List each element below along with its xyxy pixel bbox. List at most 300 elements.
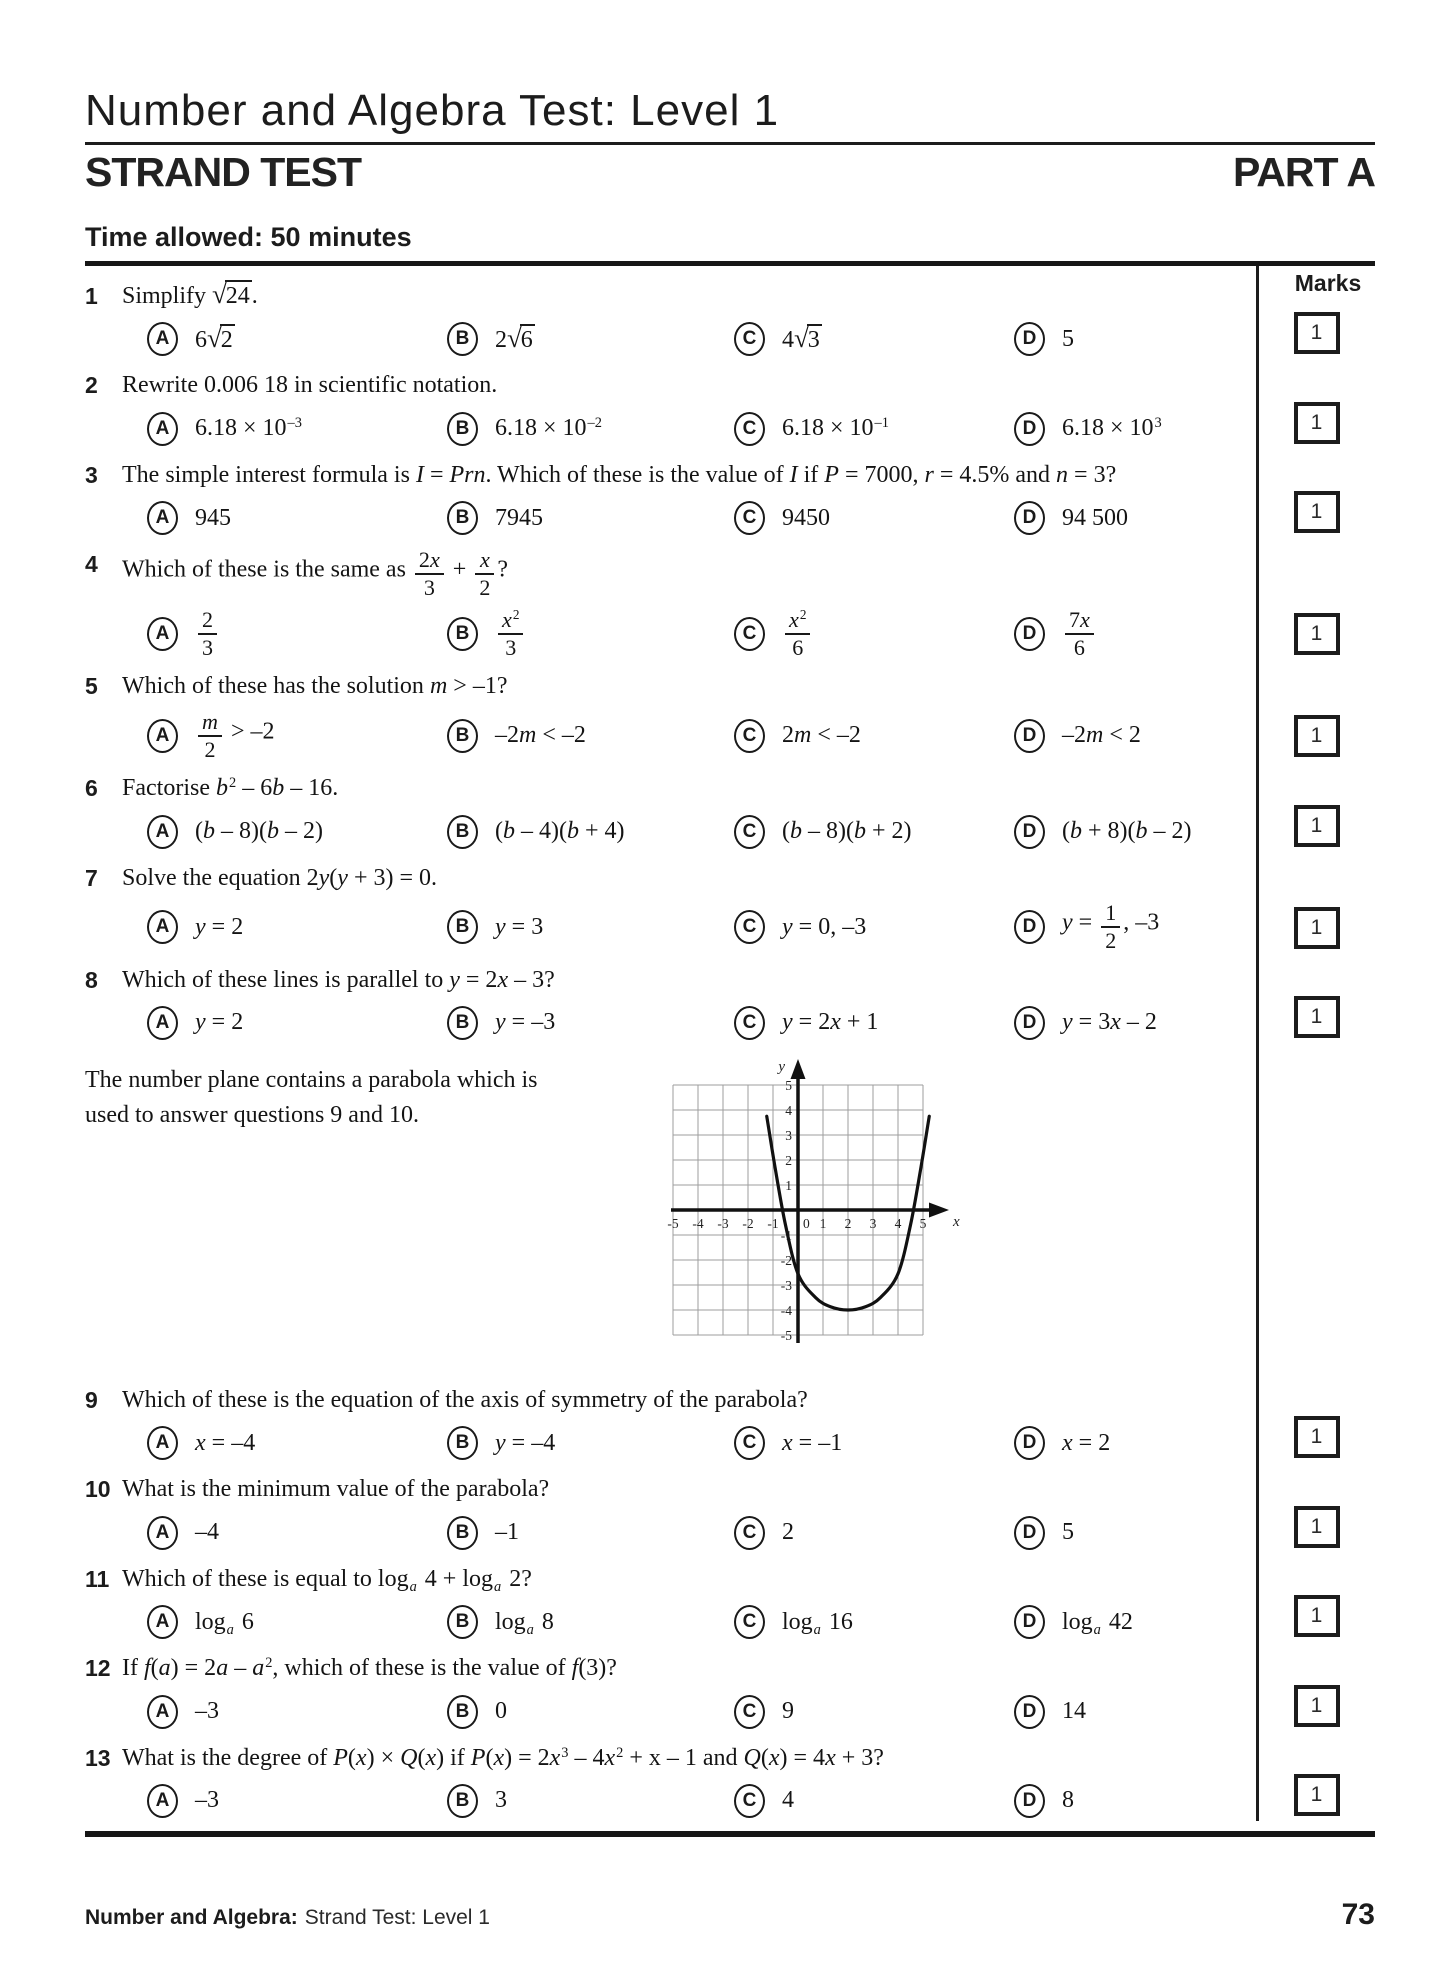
option-letter: D [1014, 1695, 1045, 1729]
marks-box [1294, 402, 1340, 444]
marks-box [1294, 1595, 1340, 1637]
math-text: ) = 2 [170, 1655, 217, 1682]
question-text-row [85, 459, 1258, 491]
question-text-row [85, 1563, 1258, 1595]
math-text: Factorise [122, 775, 216, 802]
option-letter: C [734, 910, 765, 944]
x-tick-label: 0 [803, 1215, 810, 1231]
math-text: – 3? [508, 966, 555, 993]
math-text: – 8)( [215, 818, 267, 845]
option-d [1014, 1423, 1258, 1463]
math-var: I [415, 461, 424, 488]
y-tick-label: 5 [785, 1077, 792, 1093]
option-b [447, 1781, 734, 1821]
option-b [447, 1692, 734, 1732]
math-var: y [449, 966, 460, 993]
option-value [195, 505, 231, 532]
math-var: y [495, 1009, 506, 1036]
marks-value: 1 [1310, 724, 1323, 748]
math-text: – 4 [568, 1744, 605, 1771]
option-value [1062, 818, 1192, 845]
marks-box [1294, 715, 1340, 757]
options-row [85, 1423, 1258, 1463]
question-text [122, 369, 1258, 401]
math-text: if [797, 461, 825, 488]
option-letter: D [1014, 1605, 1045, 1639]
question-9 [85, 1384, 1375, 1463]
math-var: x [789, 606, 799, 632]
x-tick-label: 1 [819, 1215, 827, 1231]
option-d [1014, 498, 1258, 538]
option-c [734, 1003, 1014, 1043]
option-a [147, 608, 447, 661]
option-letter: D [1014, 815, 1045, 849]
option-a [147, 1692, 447, 1732]
option-letter: A [147, 1695, 178, 1729]
part-a-heading: PART A [1232, 149, 1375, 195]
radicand: 3 [807, 324, 822, 355]
question-main [85, 772, 1258, 851]
option-value [1062, 1787, 1074, 1814]
option-b [447, 1602, 734, 1642]
math-text: 6 [195, 326, 207, 353]
math-var: x [355, 1744, 367, 1771]
question-11 [85, 1563, 1375, 1642]
option-letter: A [147, 412, 178, 446]
math-text: 3 [505, 635, 517, 661]
math-text: – 2 [1120, 1009, 1157, 1036]
math-var: x [825, 1744, 836, 1771]
option-value [195, 818, 323, 845]
math-var: b [272, 775, 285, 802]
math-text: Which of these lines is parallel to [122, 966, 450, 993]
math-fraction [1065, 608, 1094, 661]
y-tick-label: -2 [780, 1252, 792, 1268]
option-value [495, 1787, 507, 1814]
option-value [782, 1609, 853, 1636]
option-letter: D [1014, 719, 1045, 753]
y-axis-arrow-icon [791, 1059, 806, 1079]
math-var: f [143, 1655, 151, 1682]
math-var: a [216, 1655, 229, 1682]
math-var: x [768, 1744, 780, 1771]
math-fraction [198, 608, 217, 661]
fraction-denominator [1101, 926, 1120, 953]
marks-cell [1258, 459, 1375, 538]
math-text: ) × [366, 1744, 401, 1771]
marks-value: 1 [1310, 1782, 1323, 1806]
math-text: = 3 [505, 913, 544, 940]
marks-value: 1 [1310, 500, 1323, 524]
option-d [1014, 1003, 1258, 1043]
option-b [447, 1513, 734, 1553]
math-text: > –2 [224, 718, 275, 745]
page-title: Number and Algebra Test: Level 1 [85, 86, 1375, 145]
question-main [85, 964, 1258, 1043]
math-superscript: –3 [287, 415, 302, 432]
math-fraction [785, 608, 810, 661]
marks-cell [1258, 1473, 1375, 1552]
math-text: log [495, 1608, 526, 1635]
option-b [447, 1003, 734, 1043]
math-text: 2 [495, 326, 507, 353]
option-value [1062, 326, 1074, 353]
math-var: x [782, 1429, 793, 1456]
math-var: P [470, 1744, 486, 1771]
math-var: m [429, 673, 448, 700]
option-letter: B [447, 322, 478, 356]
marks-value: 1 [1310, 1004, 1323, 1028]
option-b [447, 1423, 734, 1463]
option-c [734, 1513, 1014, 1553]
question-number: 7 [85, 864, 98, 891]
math-text: . Which of these is the value of [485, 461, 790, 488]
option-value [782, 608, 813, 661]
math-var: x [429, 547, 440, 573]
math-var: b [790, 818, 802, 845]
fraction-numerator [198, 710, 222, 735]
option-value [1062, 415, 1162, 442]
math-text: 6 [235, 1608, 254, 1635]
marks-column-divider [1256, 266, 1259, 1821]
options-row [85, 710, 1258, 763]
math-text: 16 [822, 1608, 853, 1635]
math-text: 945 [195, 504, 231, 531]
question-text-row [85, 548, 1258, 601]
y-tick-label: 3 [785, 1127, 792, 1143]
option-c [734, 608, 1014, 661]
marks-value: 1 [1310, 1604, 1323, 1628]
math-text: = –4 [505, 1429, 556, 1456]
option-letter: B [447, 617, 478, 651]
question-text [122, 1384, 1258, 1416]
math-text: + 3? [835, 1744, 884, 1771]
option-value [1062, 722, 1141, 749]
math-text: = 0, –3 [792, 913, 867, 940]
question-number: 13 [85, 1744, 111, 1771]
math-var: x [830, 1009, 841, 1036]
math-var: y [495, 1429, 506, 1456]
radicand: 6 [520, 324, 535, 355]
math-fraction [415, 548, 444, 601]
option-value [195, 608, 220, 661]
marks-cell [1258, 369, 1375, 448]
question-7 [85, 862, 1375, 954]
strand-test-heading: STRAND TEST [85, 149, 361, 195]
option-a [147, 1602, 447, 1642]
math-superscript: 2 [799, 607, 807, 623]
math-var: x [493, 1744, 505, 1771]
question-number: 6 [85, 775, 98, 802]
fraction-numerator [1101, 901, 1120, 926]
math-var: r [924, 461, 934, 488]
x-tick-label: -1 [767, 1215, 779, 1231]
math-text: 8 [535, 1608, 554, 1635]
option-value [495, 505, 543, 532]
option-letter: C [734, 1426, 765, 1460]
math-text: 2 [479, 575, 491, 601]
option-value [495, 1698, 507, 1725]
math-text: 5 [1062, 1519, 1074, 1546]
math-text: –1 [495, 1519, 519, 1546]
math-text: ( [782, 818, 790, 845]
math-text: = 2 [205, 913, 244, 940]
math-radical [207, 324, 235, 355]
math-text: 94 500 [1062, 504, 1128, 531]
option-letter: D [1014, 501, 1045, 535]
options-row [85, 1692, 1258, 1732]
math-var: y [782, 913, 793, 940]
option-value [495, 1009, 555, 1036]
options-row [85, 1003, 1258, 1043]
math-fraction [498, 608, 523, 661]
option-value [195, 324, 235, 355]
fraction-denominator [1065, 633, 1094, 660]
option-value [195, 1698, 219, 1725]
option-letter: C [734, 1006, 765, 1040]
question-text-row [85, 964, 1258, 996]
option-value [495, 1609, 554, 1636]
math-text: = –1 [792, 1429, 843, 1456]
option-letter: B [447, 815, 478, 849]
marks-value: 1 [1310, 321, 1323, 345]
question-main [85, 459, 1258, 538]
fraction-numerator [198, 608, 217, 633]
option-value [495, 1519, 519, 1546]
option-b [447, 319, 734, 359]
option-letter: B [447, 501, 478, 535]
graph-container [633, 1053, 973, 1370]
options-row [85, 498, 1258, 538]
option-a [147, 812, 447, 852]
math-text: ) = 4 [779, 1744, 826, 1771]
math-text: 3 [202, 635, 214, 661]
math-text: ( [150, 1655, 159, 1682]
math-text: + 2) [865, 818, 912, 845]
option-letter: C [734, 1516, 765, 1550]
option-letter: A [147, 1006, 178, 1040]
options-row [85, 608, 1258, 661]
math-text: – [228, 1655, 253, 1682]
question-text-row [85, 862, 1258, 894]
questions-list [85, 280, 1375, 1821]
math-text: – 6 [236, 775, 273, 802]
math-text: – 16. [284, 775, 339, 802]
option-letter: A [147, 1605, 178, 1639]
option-letter: A [147, 719, 178, 753]
math-text: –3 [195, 1787, 219, 1814]
radical-sign-icon: √ [507, 322, 522, 353]
question-text [122, 1563, 1258, 1595]
option-letter: B [447, 1006, 478, 1040]
math-text: –3 [195, 1698, 219, 1725]
marks-box [1294, 613, 1340, 655]
math-text: . [251, 283, 258, 309]
option-letter: C [734, 719, 765, 753]
options-row [85, 901, 1258, 954]
math-text: + 1 [840, 1009, 879, 1036]
question-text [122, 459, 1258, 491]
option-c [734, 1423, 1014, 1463]
question-text [122, 862, 1258, 894]
math-var: b [853, 818, 866, 845]
option-value [495, 818, 625, 845]
fraction-numerator [475, 548, 494, 573]
option-value [195, 710, 275, 763]
time-allowed-heading: Time allowed: 50 minutes [85, 222, 412, 252]
option-value [195, 1009, 243, 1036]
math-superscript: 3 [561, 1744, 569, 1761]
option-letter: C [734, 501, 765, 535]
math-text: ? [497, 556, 509, 583]
question-number: 1 [85, 283, 98, 309]
math-fraction [475, 548, 494, 601]
option-letter: C [734, 1695, 765, 1729]
math-text: – 2) [278, 818, 323, 845]
question-text-row [85, 772, 1258, 804]
math-var: b [566, 818, 579, 845]
math-var: y [337, 864, 348, 891]
math-text: 5 [1062, 325, 1074, 352]
math-subscript: a [226, 1621, 234, 1638]
option-a [147, 1423, 447, 1463]
question-number: 9 [85, 1386, 98, 1413]
option-a [147, 1513, 447, 1553]
question-main [85, 862, 1258, 954]
question-main [85, 548, 1258, 660]
marks-value: 1 [1310, 1693, 1323, 1717]
parabola-graph [633, 1053, 973, 1365]
option-b [447, 409, 734, 449]
option-letter: D [1014, 412, 1045, 446]
option-letter: B [447, 1695, 478, 1729]
y-tick-label: -1 [780, 1227, 792, 1243]
question-6 [85, 772, 1375, 851]
option-letter: A [147, 1784, 178, 1818]
option-value [782, 1430, 842, 1457]
math-var: b [1135, 818, 1148, 845]
math-text: 4 [782, 1787, 794, 1814]
question-main [85, 1473, 1258, 1552]
marks-value: 1 [1310, 915, 1323, 939]
math-var: x [549, 1744, 561, 1771]
test-body [85, 266, 1375, 1821]
options-row [85, 1513, 1258, 1553]
option-letter: C [734, 412, 765, 446]
option-value [495, 722, 586, 749]
bottom-rule [85, 1831, 1375, 1837]
option-d [1014, 901, 1258, 954]
option-value [1062, 1009, 1157, 1036]
x-tick-label: 5 [919, 1215, 927, 1231]
question-text [122, 964, 1258, 996]
figure-note: The number plane contains a parabola which is used to answer questions 9 and 10. [85, 1066, 538, 1128]
question-text [122, 772, 1258, 804]
math-var: Q [743, 1744, 761, 1771]
option-b [447, 812, 734, 852]
option-a [147, 319, 447, 359]
option-c [734, 716, 1014, 756]
math-text: = 7000, [838, 461, 925, 488]
math-text: 4 + log [418, 1565, 493, 1592]
math-text: 2 [202, 606, 214, 632]
math-text: = 2 [459, 966, 498, 993]
y-tick-label: 4 [785, 1102, 792, 1118]
fraction-denominator [785, 633, 810, 660]
math-text: ( [495, 818, 503, 845]
x-tick-label: -5 [667, 1215, 679, 1231]
math-text: If [122, 1655, 144, 1682]
option-letter: D [1014, 322, 1045, 356]
math-text: ( [195, 818, 203, 845]
options-row [85, 1602, 1258, 1642]
math-text: –4 [195, 1519, 219, 1546]
question-12 [85, 1652, 1375, 1731]
option-d [1014, 1513, 1258, 1553]
question-number: 5 [85, 673, 98, 700]
math-text: 8 [1062, 1787, 1074, 1814]
fraction-denominator [475, 573, 494, 600]
math-var: m [519, 722, 537, 749]
math-text: –2 [1062, 722, 1086, 749]
math-superscript: 2 [512, 607, 520, 623]
marks-box [1294, 996, 1340, 1038]
math-text: –2 [495, 722, 519, 749]
marks-value: 1 [1310, 1514, 1323, 1538]
option-d [1014, 716, 1258, 756]
option-letter: B [447, 910, 478, 944]
option-value [1062, 1609, 1133, 1636]
math-subscript: a [409, 1578, 417, 1595]
question-5 [85, 670, 1375, 762]
marks-value: 1 [1310, 410, 1323, 434]
question-text-row [85, 1742, 1258, 1774]
math-text: + [446, 556, 473, 583]
math-subscript: a [813, 1621, 821, 1638]
math-var: m [1086, 722, 1104, 749]
math-radical [794, 324, 822, 355]
option-value [782, 818, 912, 845]
option-c [734, 1602, 1014, 1642]
x-tick-label: -3 [717, 1215, 729, 1231]
page-number: 73 [1341, 1898, 1375, 1931]
radical-sign-icon: √ [212, 279, 227, 309]
option-value [782, 1009, 878, 1036]
marks-box [1294, 907, 1340, 949]
math-text: ( [485, 1744, 494, 1771]
option-b [447, 608, 734, 661]
x-tick-label: 3 [869, 1215, 877, 1231]
radicand: 24 [225, 280, 252, 311]
question-main [85, 1384, 1258, 1463]
math-var: y [1062, 909, 1073, 936]
question-number: 11 [85, 1565, 110, 1592]
math-text: , –3 [1123, 909, 1160, 936]
math-text: log [782, 1608, 813, 1635]
math-var: P [333, 1744, 348, 1771]
fraction-denominator [198, 735, 222, 762]
math-text: log [195, 1608, 226, 1635]
math-text: = 2 [792, 1009, 831, 1036]
option-letter: C [734, 1784, 765, 1818]
radical-sign-icon: √ [207, 322, 222, 353]
math-text: = 2 [205, 1009, 244, 1036]
option-a [147, 1781, 447, 1821]
math-text: What is the degree of [122, 1744, 334, 1771]
marks-box [1294, 312, 1340, 354]
marks-value: 1 [1310, 813, 1323, 837]
option-letter: D [1014, 1006, 1045, 1040]
